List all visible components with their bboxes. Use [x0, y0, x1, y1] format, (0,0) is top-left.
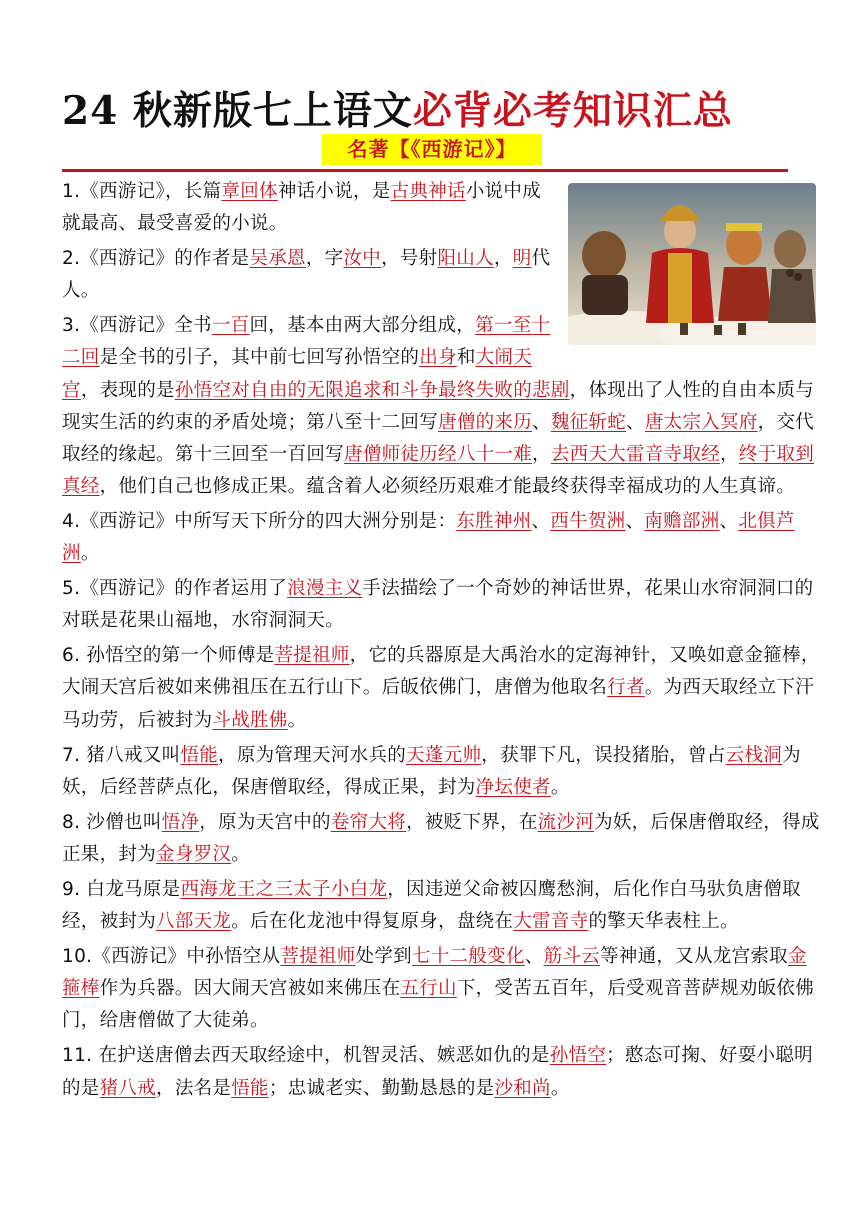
- item-text: ，他们自己也修成正果。蕴含着人必须经历艰难才能最终获得幸福成功的人生真谛。: [99, 475, 796, 497]
- highlighted-term: 猪八戒: [99, 1077, 157, 1099]
- highlighted-term: 大雷音寺: [513, 911, 589, 933]
- item-text: 、: [532, 411, 551, 433]
- item-text: 为妖，后保唐僧取经，得成正果，封为: [62, 811, 820, 865]
- item-text: 的擎天华表柱上。: [588, 911, 739, 933]
- item-text: ；憨态可掬、好耍小聪明的是: [62, 1045, 813, 1099]
- photo-float-spacer: [558, 176, 820, 348]
- item-text: ，因违逆父命被囚鹰愁涧，后化作白马驮负唐僧取经，被封为: [62, 878, 801, 933]
- highlighted-term: 净坛使者: [475, 776, 551, 798]
- highlighted-term: 唐僧的来历: [438, 411, 533, 433]
- highlighted-term: 西海龙王之三太子小白龙: [180, 878, 388, 900]
- item-text: ；忠诚老实、勤勤恳恳的是: [268, 1077, 495, 1099]
- item-text: 处学到: [355, 946, 412, 968]
- highlighted-term: 天蓬元帅: [406, 744, 482, 766]
- item-text: ，原为天宫中的: [199, 811, 331, 833]
- item-text: 、: [625, 510, 645, 532]
- highlighted-term: 孙悟空: [549, 1045, 607, 1067]
- highlighted-term: 浪漫主义: [287, 578, 363, 600]
- highlighted-term: 七十二般变化: [411, 946, 525, 968]
- highlighted-term: 明: [512, 248, 532, 270]
- title-red-part: 必背必考知识汇总: [412, 88, 733, 134]
- highlighted-term: 斗战胜佛: [212, 709, 288, 731]
- highlighted-term: 五行山: [400, 978, 457, 1000]
- highlighted-term: 东胜神州: [456, 510, 532, 532]
- item-text: 神话小说，是: [277, 181, 391, 202]
- highlighted-term: 北俱芦洲: [62, 510, 795, 565]
- highlighted-term: 筋斗云: [543, 946, 600, 968]
- subtitle-banner: [0, 132, 868, 172]
- item-text: 9. 白龙马原是: [62, 878, 181, 900]
- item-text: 11. 在护送唐僧去西天取经途中，机智灵活、嫉恶如仇的是: [62, 1045, 550, 1067]
- title-black-part: 24 秋新版七上语文: [62, 88, 413, 134]
- highlighted-term: 云栈洞: [725, 744, 783, 766]
- highlighted-term: 金箍棒: [62, 946, 807, 1000]
- divider-rule: [62, 169, 788, 172]
- item-text: 。: [287, 709, 307, 731]
- item-text: 7. 猪八戒又叫: [62, 744, 181, 766]
- item-text: 。: [80, 543, 100, 565]
- highlighted-term: 沙和尚: [494, 1077, 551, 1099]
- highlighted-term: 出身: [419, 347, 457, 369]
- item-text: 为妖，后经菩萨点化，保唐僧取经，得成正果，封为: [62, 744, 801, 798]
- highlighted-term: 汝中: [343, 248, 382, 270]
- item-text: 手法描绘了一个奇妙的神话世界，花果山水帘洞洞口的对联是花果山福地，水帘洞洞天。: [62, 578, 814, 632]
- list-item: [62, 573, 820, 637]
- item-text: ，被贬下界，在: [406, 811, 538, 833]
- item-text: 。: [550, 776, 570, 798]
- highlighted-term: 章回体: [221, 181, 278, 202]
- highlighted-term: 一百: [211, 315, 250, 337]
- highlighted-term: 八部天龙: [156, 911, 232, 933]
- highlighted-term: 金身罗汉: [156, 843, 232, 865]
- item-text: ，: [532, 443, 551, 465]
- item-text: ，: [720, 443, 739, 465]
- subtitle: 名著【《西游记》】: [322, 134, 542, 165]
- item-text: 小说中成就最高、最受喜爱的小说。: [62, 181, 542, 235]
- highlighted-term: 大闹天宫: [62, 347, 533, 401]
- item-text: ，字: [305, 248, 344, 270]
- item-text: 3.《西游记》全书: [62, 315, 212, 337]
- item-text: 5.《西游记》的作者运用了: [62, 578, 288, 600]
- highlighted-term: 孙悟空对自由的无限追求和斗争最终失败的悲剧: [174, 379, 570, 401]
- list-item: [62, 506, 820, 570]
- list-item: [62, 1040, 820, 1104]
- item-text: 是全书的引子，其中前七回写孙悟空的: [99, 347, 420, 369]
- highlighted-term: 行者: [607, 677, 645, 699]
- item-text: ，它的兵器原是大禹治水的定海神针，又唤如意金箍棒，大闹天宫后被如来佛祖压在五行山下。后皈依佛门，唐僧为他取名: [62, 645, 820, 699]
- highlighted-term: 南赡部洲: [644, 510, 720, 532]
- highlighted-term: 卷帘大将: [330, 811, 407, 833]
- highlighted-term: 菩提祖师: [274, 645, 350, 667]
- item-text: ，: [493, 248, 513, 270]
- list-item: [62, 640, 820, 736]
- page-title: [62, 80, 862, 136]
- item-text: 。后在化龙池中得复原身，盘绕在: [231, 911, 514, 933]
- item-text: 回，基本由两大部分组成，: [249, 315, 476, 337]
- highlighted-term: 去西天大雷音寺取经: [550, 443, 721, 465]
- knowledge-list: [62, 176, 820, 1108]
- highlighted-term: 魏征斩蛇: [550, 411, 627, 433]
- item-text: ，法名是: [156, 1077, 232, 1099]
- item-text: 、: [719, 510, 739, 532]
- highlighted-term: 终于取到真经: [62, 443, 815, 497]
- highlighted-term: 悟能: [180, 744, 219, 766]
- item-text: 10.《西游记》中孙悟空从: [62, 946, 281, 968]
- highlighted-term: 吴承恩: [249, 248, 306, 270]
- highlighted-term: 阳山人: [437, 248, 494, 270]
- item-text: 6. 孙悟空的第一个师傅是: [62, 645, 275, 667]
- item-text: ，号射: [381, 248, 438, 270]
- item-text: 1.《西游记》，长篇: [62, 181, 222, 202]
- item-text: 代人。: [62, 248, 551, 302]
- highlighted-term: 悟净: [161, 811, 200, 833]
- highlighted-term: 西牛贺洲: [550, 510, 626, 532]
- highlighted-term: 古典神话: [390, 181, 466, 202]
- item-text: ，表现的是: [80, 379, 175, 401]
- highlighted-term: 第一至十二回: [62, 315, 551, 369]
- item-text: ，原为管理天河水兵的: [218, 744, 407, 766]
- item-text: 下，受苦五百年，后受观音菩萨规劝皈依佛门，给唐僧做了大徒弟。: [62, 978, 815, 1032]
- item-text: 4.《西游记》中所写天下所分的四大洲分别是：: [62, 510, 457, 532]
- item-spacer: [62, 1105, 820, 1108]
- item-text: 2.《西游记》的作者是: [62, 248, 250, 270]
- item-text: ，交代取经的缘起。第十三回至一百回写: [62, 411, 815, 465]
- highlighted-term: 唐僧师徒历经八十一难: [344, 443, 533, 465]
- list-item: [62, 740, 820, 804]
- item-text: 。: [231, 843, 251, 865]
- highlighted-term: 悟能: [231, 1077, 269, 1099]
- item-text: 、: [626, 411, 645, 433]
- highlighted-term: 流沙河: [537, 811, 595, 833]
- list-item: [62, 807, 820, 871]
- item-text: 和: [456, 347, 476, 369]
- list-item: [62, 941, 820, 1037]
- item-text: ，体现出了人性的自由本质与现实生活的约束的矛盾处境；第八至十二回写: [62, 379, 815, 433]
- item-text: 8. 沙僧也叫: [62, 811, 162, 833]
- item-text: 。为西天取经立下汗马功劳，后被封为: [62, 677, 815, 731]
- highlighted-term: 菩提祖师: [280, 946, 356, 968]
- item-text: ，获罪下凡，误投猪胎，曾占: [481, 744, 726, 766]
- item-text: 、: [531, 510, 551, 532]
- list-item: [62, 874, 820, 938]
- item-text: 、: [524, 946, 544, 968]
- highlighted-term: 唐太宗入冥府: [644, 411, 758, 433]
- item-text: 作为兵器。因大闹天宫被如来佛压在: [99, 978, 401, 1000]
- item-text: 等神通，又从龙宫索取: [599, 946, 788, 968]
- item-text: 。: [550, 1077, 570, 1099]
